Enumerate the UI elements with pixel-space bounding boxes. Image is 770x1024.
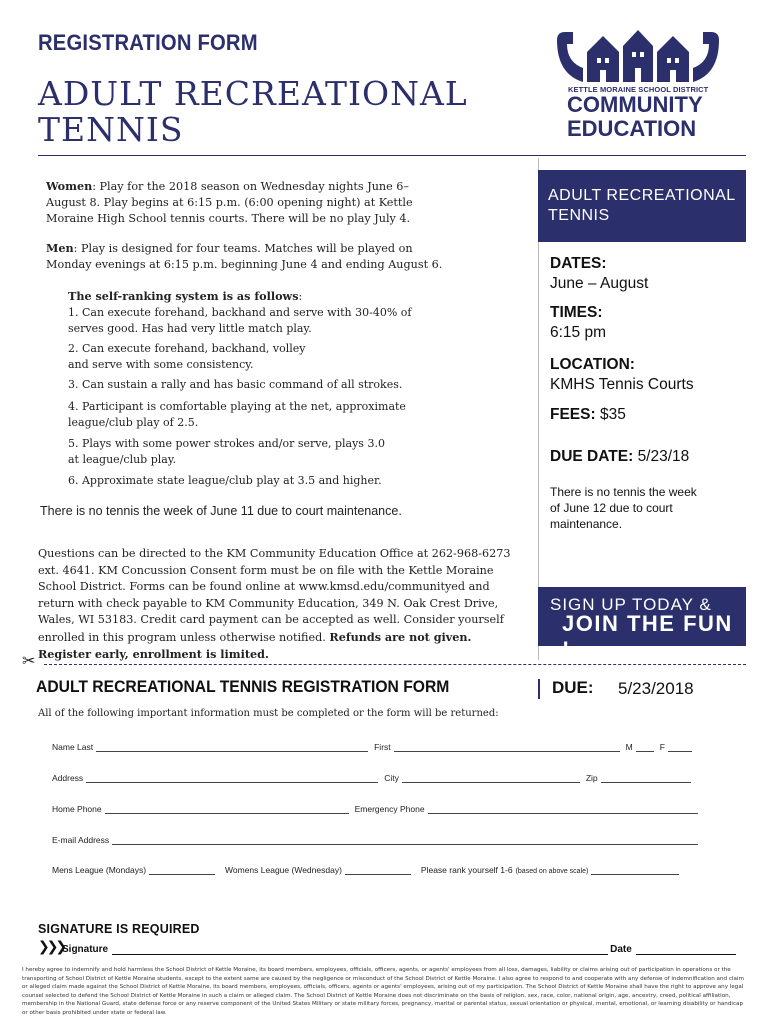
men-text: : Play is designed for four teams. Matches will be played on Monday evenings at 6:15 p.m. beginning June 4 and ending August 6. (46, 242, 443, 271)
city-label: City (384, 773, 399, 783)
ranking-item-1: 1. Can execute forehand, backhand and serve with 30-40% of serves good. Has had very little match play. (68, 306, 412, 335)
signup-line-1: SIGN UP TODAY & (550, 595, 712, 614)
women-text: : Play for the 2018 season on Wednesday nights June 6–August 8. Play begins at 6:15 p.m. (6:00 opening night) at Kettle Moraine High School tennis courts. There will be no play July 4. (46, 180, 413, 225)
men-paragraph (46, 240, 446, 273)
sidebar-note: There is no tennis the week of June 12 due to court maintenance. (550, 485, 697, 531)
logo-community: COMMUNITY (567, 92, 703, 117)
signup-banner (538, 587, 746, 662)
emergency-phone-field[interactable] (428, 806, 698, 814)
ranking-item-4: 4. Participant is comfortable playing at the net, approximate league/club play of 2.5. (68, 400, 406, 429)
cut-line (44, 664, 746, 665)
legal-disclaimer: I hereby agree to indemnify and hold harmless the School District of Kettle Moraine, its board members, employees, officials, officers, agents, or agents' employees from all loss, damages, liability or claims arising out of participation in operations or the transporting of School District of Kettle Moraine students, except to the extent same are caused by the negligence or misconduct of the School District of Kettle Moraine. I also agree to respond to and cooperate with any defense of indemnification and claim or alleged claim made against the School District of Kettle Moraine, its board members, employees, officials, officers, agents or agents' employees, arising out of my participation. The School District of Kettle Moraine shall have the right to approve any legal counsel selected to defend the School District of Kettle Moraine in such a claim or alleged claim. The School District of Kettle Moraine does not discriminate on the basis of religion, sex, race, color, national origin, age, ancestry, creed, political affiliation, membership in the National Guard, state defense force or any reserve component of the United States Military or state military forces, pregnancy, marital or parental status, sexual orientation or physical, mental, emotional, or learning disability or handicap or other basis prohibited under state or federal law. (22, 967, 744, 1016)
rank-label: Please rank yourself 1-6 (420, 865, 513, 875)
mens-league-field[interactable] (149, 867, 215, 875)
home-phone-label: Home Phone (52, 804, 102, 814)
city-field[interactable] (402, 775, 580, 783)
first-name-label: First (374, 742, 391, 752)
ranking-heading-text: The self-ranking system is as follows (68, 289, 299, 303)
signature-label: Signature (62, 944, 109, 955)
signature-field[interactable] (112, 946, 608, 955)
mens-league-label: Mens League (Mondays) (52, 865, 147, 875)
ranking-item-5: 5. Plays with some power strokes and/or serve, plays 3.0 at league/club play. (68, 437, 385, 466)
fees-row (550, 406, 626, 424)
form-due-value: 5/23/2018 (618, 679, 694, 698)
logo-education: EDUCATION (567, 116, 697, 141)
men-label: Men (46, 241, 74, 255)
header-divider (38, 155, 746, 156)
arrows-icon: ❯❯❯ (38, 939, 65, 955)
dates-label: DATES: (550, 255, 607, 272)
community-education-logo (553, 24, 723, 146)
form-due-label: DUE: (552, 678, 594, 697)
email-label: E-mail Address (52, 835, 110, 845)
address-label: Address (52, 773, 84, 783)
date-label: Date (610, 944, 632, 955)
signature-row (62, 941, 738, 955)
ranking-item-6: 6. Approximate state league/club play at 3.5 and higher. (68, 474, 382, 487)
sidebar-title-box (538, 170, 746, 242)
due-date-value: 5/23/18 (637, 448, 690, 465)
womens-league-label: Womens League (Wednesday) (225, 865, 342, 875)
rank-field[interactable] (591, 867, 679, 875)
last-name-field[interactable] (96, 744, 368, 752)
maintenance-note: There is no tennis the week of June 11 due to court maintenance. (40, 504, 402, 518)
zip-field[interactable] (601, 775, 691, 783)
female-field[interactable] (668, 744, 692, 752)
women-paragraph (46, 178, 446, 227)
scissors-icon: ✂ (22, 651, 36, 670)
ranking-heading (68, 288, 448, 305)
dates-value: June – August (550, 275, 649, 292)
date-field[interactable] (636, 946, 736, 955)
questions-paragraph (38, 546, 522, 664)
address-row (52, 769, 704, 783)
male-field[interactable] (636, 744, 654, 752)
zip-label: Zip (585, 773, 598, 783)
times-value: 6:15 pm (550, 324, 607, 341)
due-date-label: DUE DATE: (550, 448, 634, 465)
womens-league-field[interactable] (345, 867, 411, 875)
home-phone-field[interactable] (105, 806, 349, 814)
ranking-item-2: 2. Can execute forehand, backhand, volley and serve with some consistency. (68, 342, 306, 371)
form-title: ADULT RECREATIONAL TENNIS REGISTRATION FORM (36, 678, 450, 696)
refund-policy: Refunds are not given. Register early, enrollment is limited. (38, 629, 472, 661)
district-name: KETTLE MORAINE SCHOOL DISTRICT (568, 85, 709, 94)
last-name-label: Name Last (52, 742, 94, 752)
signature-required-heading: SIGNATURE IS REQUIRED (38, 922, 200, 936)
name-row (52, 738, 704, 752)
fees-value: $35 (599, 406, 626, 423)
emergency-phone-label: Emergency Phone (354, 804, 425, 814)
email-row (52, 831, 704, 845)
ranking-heading-colon: : (298, 290, 303, 303)
league-row (52, 861, 704, 875)
page-title: ADULT RECREATIONAL TENNIS (38, 74, 468, 149)
ranking-item-3: 3. Can sustain a rally and has basic command of all strokes. (68, 378, 403, 391)
due-date-row (550, 448, 689, 466)
houses-icon (553, 24, 723, 84)
due-divider (538, 679, 540, 699)
registration-form-label: REGISTRATION FORM (38, 30, 258, 55)
female-label: F (659, 742, 665, 752)
signup-line-2: JOIN THE FUN ! (562, 611, 733, 662)
form-instruction: All of the following important information must be completed or the form will be returned: (38, 708, 499, 719)
email-field[interactable] (112, 837, 698, 845)
location-label: LOCATION: (550, 356, 635, 373)
times-label: TIMES: (550, 304, 603, 321)
fees-label: FEES: (550, 406, 596, 423)
phone-row (52, 800, 704, 814)
rank-note: (based on above scale) (515, 868, 589, 875)
address-field[interactable] (86, 775, 378, 783)
first-name-field[interactable] (394, 744, 620, 752)
male-label: M (625, 742, 633, 752)
women-label: Women (46, 179, 93, 193)
sidebar-title: ADULT RECREATIONAL TENNIS (548, 187, 736, 224)
questions-text: Questions can be directed to the KM Community Education Office at 262-968-6273 ext. 4641. KM Concussion Consent form must be on file with the Kettle Moraine School District. Forms can be found online at www.kmsd.edu/communityed and return with check payable to KM Community Education, 349 N. Oak Crest Drive, Wales, WI 53183. Credit card payment can be accepted as well. Consider yourself enrolled in this program unless otherwise notified. (38, 547, 511, 644)
location-value: KMHS Tennis Courts (550, 376, 694, 393)
